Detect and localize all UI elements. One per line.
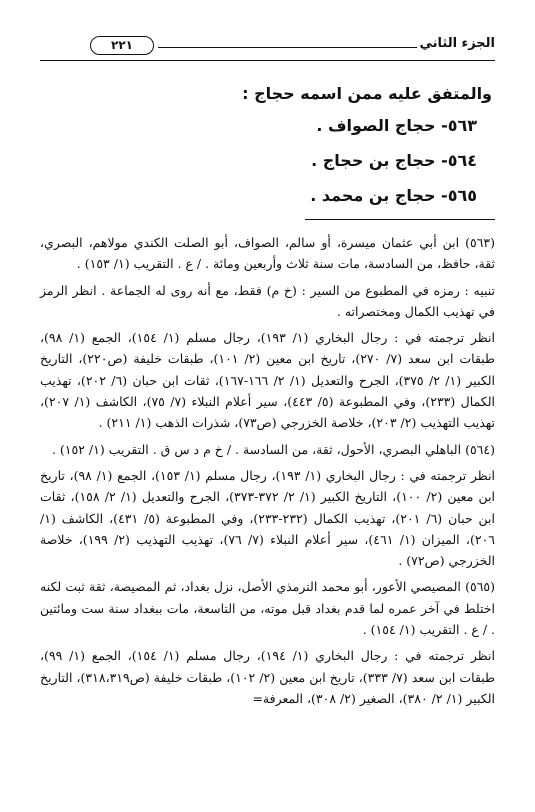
page-header (40, 30, 495, 60)
header-divider (40, 60, 495, 61)
footnote-paragraph: انظر ترجمته في : رجال البخاري (١/ ١٩٣)، رجال مسلم (١/ ١٥٤)، الجمع (١/ ٩٨)، طبقات ابن سعد (٧/ ٢٧٠)، تاريخ ابن معين (٢/ ١٠١)، طبقات خليفة (ص٢٢٠)، التاريخ الكبير (١/ ٢/ ٣٧٥)، الجرح والتعديل (١/ ٢/ ١٦٦-١٦٧)، ثقات ابن حبان (٦/ ٢٠٢)، تهذيب الكمال (٢٣٣)، وفي المطبوعة (٥/ ٤٤٣)، سير أعلام النبلاء (٧/ ٧٥)، الكاشف (١/ ٢٠٧)، تهذيب التهذيب (٢/ ٢٠٣)، خلاصة الخزرجي (ص٧٣)، شذرات الذهب (١/ ٢١١) . (40, 330, 496, 431)
section-heading: والمتفق عليه ممن اسمه حجاج : (242, 84, 492, 103)
footnote-paragraph: تنبيه : رمزه في المطبوع من السير : (خ م) فقط، مع أنه روى له الجماعة . انظر الرمز في تهذيب الكمال ومختصراته . (40, 282, 495, 319)
footnote-paragraph: (٥٦٤) الباهلي البصري، الأحول، ثقة، من السادسة . / خ م د س ق . التقريب (١/ ١٥٢) . (51, 441, 495, 457)
volume-title: الجزء الثاني (419, 36, 495, 51)
footnotes (40, 232, 495, 714)
page-number: ٢٢١ (90, 36, 154, 55)
entry-item: ٥٦٤- حجاج بن حجاج . (311, 151, 477, 170)
entry-item: ٥٦٣- حجاج الصواف . (316, 116, 477, 135)
footnote-paragraph: (٥٦٣) ابن أبي عثمان ميسرة، أو سالم، الصواف، أبو الصلت الكندي مولاهم، البصري، ثقة، حافظ، من السادسة، مات سنة ثلاث وأربعين ومائة . / ع . التقريب (١/ ١٥٣) . (40, 235, 495, 272)
header-rule (158, 47, 417, 48)
footnote-paragraph: انظر ترجمته في : رجال البخاري (١/ ١٩٣)، رجال مسلم (١/ ١٥٣)، الجمع (١/ ٩٨)، تاريخ ابن معين (٢/ ١٠٠)، التاريخ الكبير (١/ ٢/ ٣٧٢-٣٧٣)، الجرح والتعديل (١/ ٢/ ١٥٨)، ثقات ابن حبان (٦/ ٢٠١)، تهذيب الكمال (٢٣٢-٢٣٣)، وفي المطبوعة (٥/ ٤٣١)، الكاشف (١/ ٢٠٦)، الميزان (١/ ٤٦١)، سير أعلام النبلاء (٧/ ٧٦)، تهذيب التهذيب (٢/ ١٩٩)، خلاصة الخزرجي (ص٧٢) . (40, 467, 496, 569)
footnote-paragraph: (٥٦٥) المصيصي الأعور، أبو محمد الترمذي الأصل، نزل بغداد، ثم المصيصة، ثقة ثبت لكنه اختلط في آخر عمره لما قدم بغداد قبل موته، من التاسعة، مات ببغداد سنة ست ومائتين . / ع . التقريب (١/ ١٥٤) . (40, 579, 495, 638)
footnote-paragraph: انظر ترجمته في : رجال البخاري (١/ ١٩٤)، رجال مسلم (١/ ١٥٤)، الجمع (١/ ٩٩)، طبقات ابن سعد (٧/ ٣٣٣)، تاريخ ابن معين (٢/ ١٠٢)، طبقات خليفة (ص٣١٨،٣١٩)، التاريخ الكبير (١/ ٢/ ٣٨٠)، الصغير (٢/ ٣٠٨)، المعرفة= (40, 648, 496, 706)
entries-list (310, 116, 477, 221)
footnote-divider (305, 219, 495, 220)
entry-item: ٥٦٥- حجاج بن محمد . (310, 186, 477, 205)
